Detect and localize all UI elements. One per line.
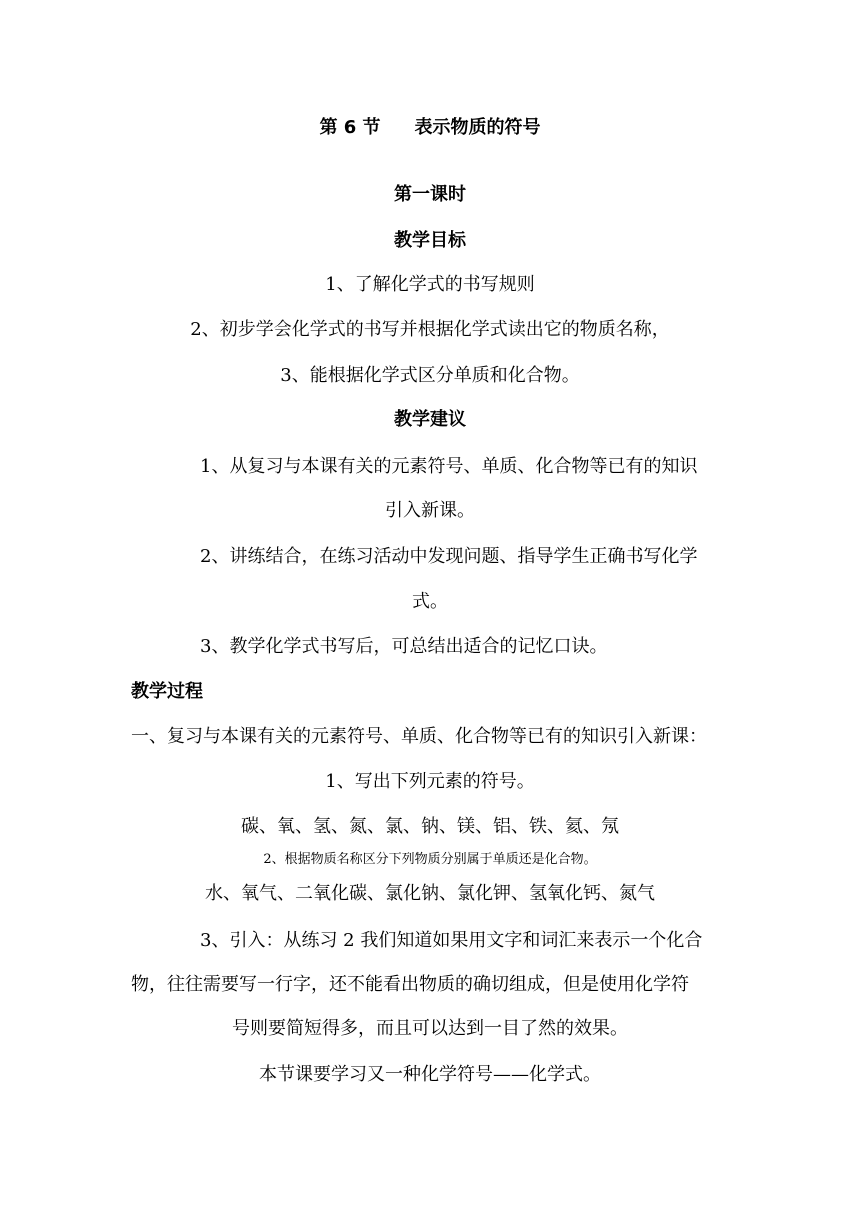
objective-item-3: 3、能根据化学式区分单质和化合物。 bbox=[280, 365, 580, 386]
question-2: 2、根据物质名称区分下列物质分别属于单质还是化合物。 bbox=[263, 852, 597, 867]
section-number: 第 6 节 bbox=[319, 117, 381, 138]
suggestion-2-line-2: 式。 bbox=[412, 591, 448, 612]
process-heading: 教学过程 bbox=[131, 681, 203, 702]
page-title bbox=[0, 116, 860, 140]
suggestion-3: 3、教学化学式书写后，可总结出适合的记忆口诀。 bbox=[200, 636, 608, 657]
intro-line-1: 3、引入：从练习 2 我们知道如果用文字和词汇来表示一个化合 bbox=[200, 930, 703, 951]
substance-list: 水、氧气、二氧化碳、氯化钠、氯化钾、氢氧化钙、氮气 bbox=[205, 883, 655, 904]
question-1: 1、写出下列元素的符号。 bbox=[325, 771, 535, 792]
objectives-heading: 教学目标 bbox=[394, 230, 466, 251]
suggestion-2-line-1: 2、讲练结合，在练习活动中发现问题、指导学生正确书写化学 bbox=[200, 546, 698, 567]
suggestion-1-line-1: 1、从复习与本课有关的元素符号、单质、化合物等已有的知识 bbox=[200, 456, 698, 477]
element-list: 碳、氧、氢、氮、氯、钠、镁、铝、铁、氦、氖 bbox=[241, 816, 619, 837]
objective-item-2: 2、初步学会化学式的书写并根据化学式读出它的物质名称， bbox=[190, 319, 670, 340]
lesson-heading: 第一课时 bbox=[394, 184, 466, 205]
intro-line-3: 号则要简短得多，而且可以达到一目了然的效果。 bbox=[232, 1018, 628, 1039]
intro-line-2: 物，往往需要写一行字，还不能看出物质的确切组成，但是使用化学符 bbox=[131, 974, 689, 995]
objective-item-1: 1、了解化学式的书写规则 bbox=[325, 274, 535, 295]
process-part-1: 一、复习与本课有关的元素符号、单质、化合物等已有的知识引入新课： bbox=[131, 726, 707, 747]
section-name: 表示物质的符号 bbox=[414, 117, 541, 138]
suggestion-1-line-2: 引入新课。 bbox=[385, 500, 475, 521]
closing-line: 本节课要学习又一种化学符号——化学式。 bbox=[259, 1064, 601, 1085]
suggestions-heading: 教学建议 bbox=[394, 409, 466, 430]
